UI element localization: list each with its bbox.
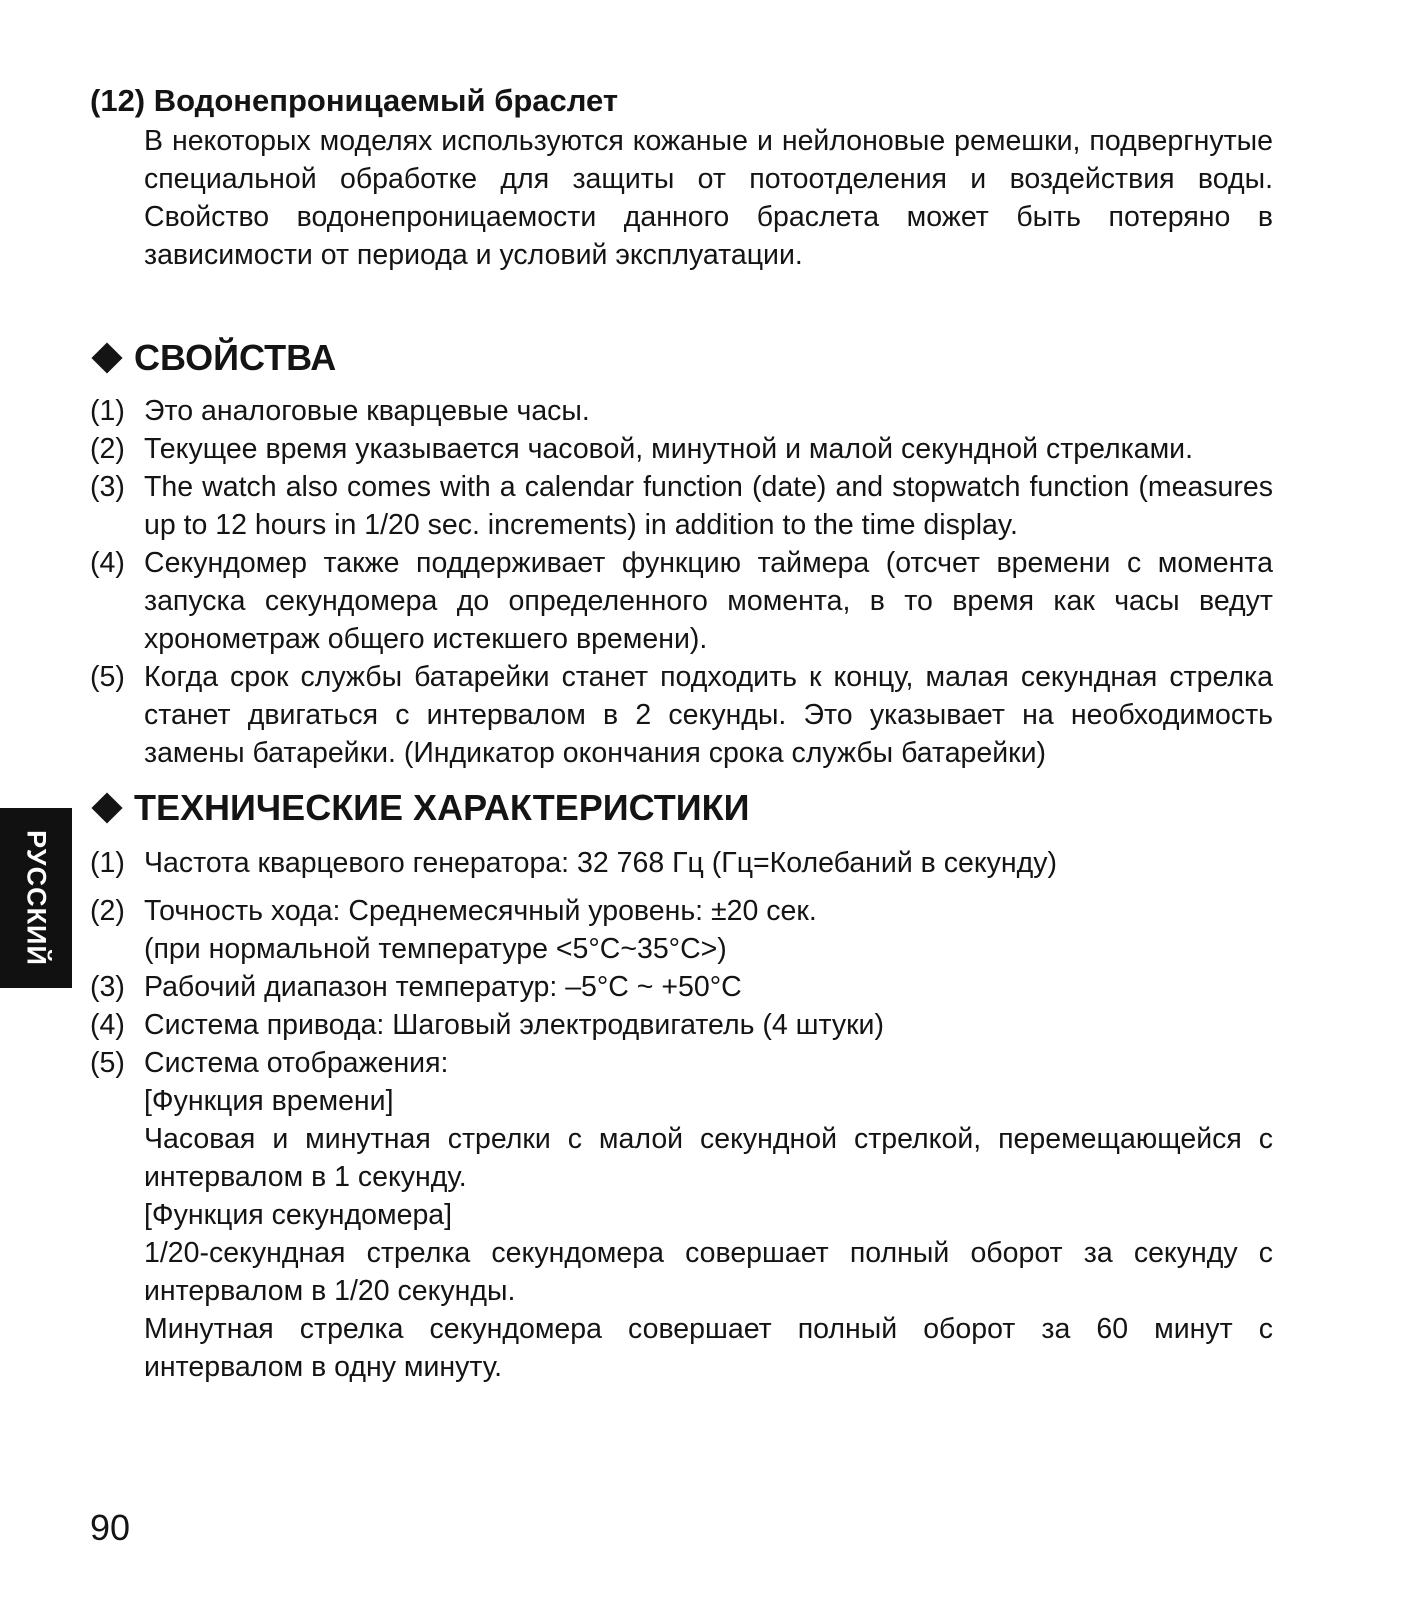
features-heading-text: СВОЙСТВА (134, 337, 337, 378)
item-number: (4) (90, 1009, 125, 1041)
features-list (90, 392, 1273, 772)
item-text: (при нормальной температуре <5°C~35°C>) (144, 933, 727, 965)
item-number: (1) (90, 395, 125, 427)
item-number: (5) (90, 661, 125, 693)
list-item (90, 658, 1273, 772)
item-number: (1) (90, 847, 125, 879)
item-text: Текущее время указывается часовой, минутной и малой секундной стрелками. (144, 433, 1194, 465)
item-number: (5) (90, 1047, 125, 1079)
item-text: 1/20-секундная стрелка секундомера совершает полный оборот за секунду с интервалом в 1/20 секунды. (144, 1237, 1273, 1307)
diamond-bullet-icon (91, 792, 122, 823)
list-item (90, 1006, 1273, 1044)
item-text: Частота кварцевого генератора: 32 768 Гц (Гц=Колебаний в секунду) (144, 847, 1057, 879)
language-tab (0, 808, 72, 988)
item-text: The watch also comes with a calendar function (date) and stopwatch function (measures up to 12 hours in 1/20 sec. increments) in addition to the time display. (144, 471, 1273, 541)
page-number: 90 (90, 1507, 131, 1548)
specs-heading-text: ТЕХНИЧЕСКИЕ ХАРАКТЕРИСТИКИ (134, 787, 750, 828)
language-tab-label: РУССКИЙ (21, 830, 52, 966)
specs-section (90, 786, 1273, 1386)
item-number: (3) (90, 971, 125, 1003)
item-number: (3) (90, 471, 125, 503)
list-item (90, 844, 1273, 882)
specs-list (90, 844, 1273, 1386)
item-number: (2) (90, 895, 125, 927)
specs-heading (90, 786, 1273, 830)
list-item (90, 430, 1273, 468)
item-text: Это аналоговые кварцевые часы. (144, 395, 590, 427)
item-text: Часовая и минутная стрелки с малой секундной стрелкой, перемещающейся с интервалом в 1 секунду. (144, 1123, 1273, 1193)
item-text: Минутная стрелка секундомера совершает полный оборот за 60 минут с интервалом в одну минуту. (144, 1313, 1273, 1383)
item-text: Когда срок службы батарейки станет подходить к концу, малая секундная стрелка станет двигаться с интервалом в 2 секунды. Это указывает на необходимость замены батарейки. (Индикатор окончания срока службы батарейки) (144, 661, 1273, 769)
features-heading (90, 336, 1273, 380)
item-number: (4) (90, 547, 125, 579)
bracelet-text: В некоторых моделях используются кожаные и нейлоновые ремешки, подвергнутые специальной обработке для защиты от потоотделения и воздействия воды. Свойство водонепроницаемости данного браслета может быть потеряно в зависимости от периода и условий эксплуатации. (144, 125, 1273, 271)
list-item (90, 1044, 1273, 1386)
item-text: Система привода: Шаговый электродвигатель (4 штуки) (144, 1009, 884, 1041)
bracelet-section (90, 80, 1273, 274)
list-item (90, 892, 1273, 968)
item-text: Секундомер также поддерживает функцию таймера (отсчет времени с момента запуска секундомера до определенного момента, в то время как часы ведут хронометраж общего истекшего времени). (144, 547, 1273, 655)
item-text: Система отображения: (144, 1047, 449, 1079)
list-item (90, 392, 1273, 430)
features-section (90, 336, 1273, 772)
item-number: (2) (90, 433, 125, 465)
item-text: [Функция секундомера] (144, 1199, 453, 1231)
item-text: [Функция времени] (144, 1085, 394, 1117)
list-item (90, 968, 1273, 1006)
item-text: Точность хода: Среднемесячный уровень: ±20 сек. (144, 895, 817, 927)
diamond-bullet-icon (91, 342, 122, 373)
page-content (90, 80, 1273, 1386)
bracelet-title: (12) Водонепроницаемый браслет (90, 83, 619, 118)
list-item (90, 544, 1273, 658)
list-item (90, 468, 1273, 544)
item-text: Рабочий диапазон температур: –5°C ~ +50°C (144, 971, 742, 1003)
